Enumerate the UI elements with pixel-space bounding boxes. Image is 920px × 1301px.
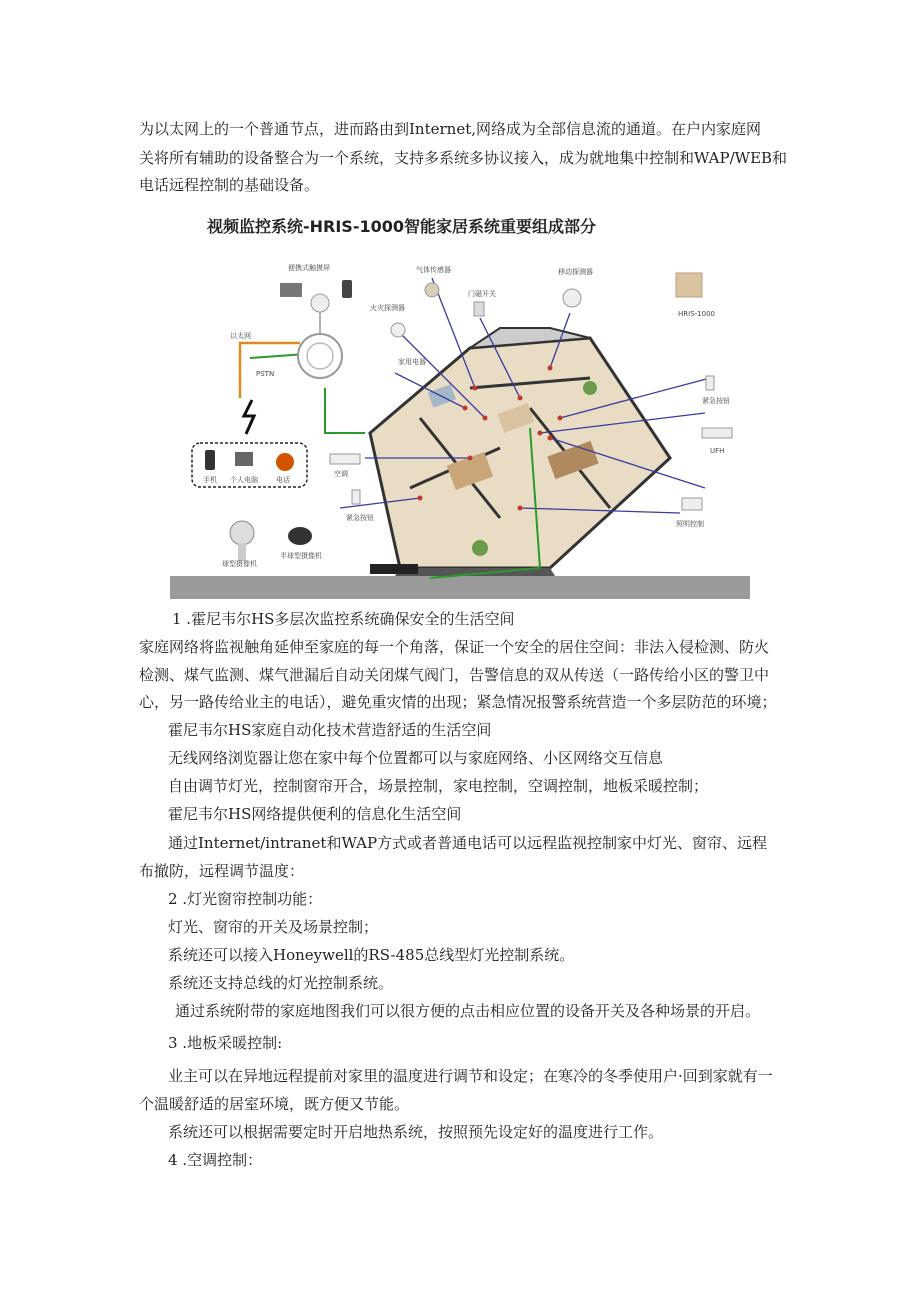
paragraph-line: 霍尼韦尔HS网络提供便利的信息化生活空间 xyxy=(168,805,462,823)
telephone-icon xyxy=(276,453,294,471)
emergency-button-2-icon xyxy=(352,490,360,504)
motion-detector-icon xyxy=(563,289,581,307)
heading-4: 4 .空调控制： xyxy=(168,1151,263,1169)
ufh-icon xyxy=(702,428,732,438)
label-emergency-2: 紧急按钮 xyxy=(346,514,374,522)
figure-title: 视频监控系统-HRIS-1000智能家居系统重要组成部分 xyxy=(207,217,597,236)
gas-detector-icon xyxy=(425,283,439,297)
label-gas: 气体传感器 xyxy=(416,266,451,274)
paragraph-line: 无线网络浏览器让您在家中每个位置都可以与家庭网络、小区网络交互信息 xyxy=(168,749,664,767)
label-door: 门磁开关 xyxy=(468,290,496,298)
heading-2: 2 .灯光窗帘控制功能： xyxy=(168,890,323,908)
label-smoke: 火灾探测器 xyxy=(370,304,405,312)
handset-icon xyxy=(342,280,352,298)
gateway-icon xyxy=(298,334,342,378)
intro-line-1: 为以太网上的一个普通节点，进而路由到Internet,网络成为全部信息流的通道。在户内家庭网 xyxy=(139,120,761,138)
paragraph-line: 个温暖舒适的居室环境，既方便又节能。 xyxy=(139,1095,410,1113)
recorder-icon xyxy=(370,564,418,574)
pc-icon xyxy=(235,452,253,466)
hris-device-icon xyxy=(676,273,702,297)
label-touchscreen: 便携式触摸屏 xyxy=(288,264,330,272)
paragraph-line: 家庭网络将监视触角延伸至家庭的每一个角落，保证一个安全的居住空间：非法入侵检测、防火 xyxy=(139,638,770,656)
paragraph-line: 心，另一路传给业主的电话），避免重灾情的出现；紧急情况报警系统营造一个多层防范的环境； xyxy=(139,693,777,711)
dome-camera-icon xyxy=(230,521,254,545)
router-icon xyxy=(311,294,329,312)
paragraph-line: 通过系统附带的家庭地图我们可以很方便的点击相应位置的设备开关及各种场景的开启。 xyxy=(175,1002,761,1020)
paragraph-line: 检测、煤气监测、煤气泄漏后自动关闭煤气阀门，告警信息的双从传送（一路传给小区的警卫中 xyxy=(139,666,770,684)
paragraph-line: 业主可以在异地远程提前对家里的温度进行调节和设定；在寒冷的冬季使用户·回到家就有一 xyxy=(168,1067,773,1085)
door-switch-icon xyxy=(474,302,484,316)
paragraph-line: 自由调节灯光，控制窗帘开合，场景控制，家电控制，空调控制，地板采暖控制； xyxy=(168,777,709,795)
smart-home-diagram xyxy=(170,258,750,599)
label-emergency-1: 紧急按钮 xyxy=(702,397,730,405)
phone-icon xyxy=(205,450,215,470)
paragraph-line: 系统还可以根据需要定时开启地热系统，按照预先设定好的温度进行工作。 xyxy=(168,1123,664,1141)
label-lighting: 照明控制 xyxy=(676,520,704,528)
paragraph-line: 系统还支持总线的灯光控制系统。 xyxy=(168,974,394,992)
ground-band xyxy=(170,576,750,599)
paragraph-line: 系统还可以接入Honeywell的RS-485总线型灯光控制系统。 xyxy=(168,946,575,964)
heading-1: 1 .霍尼韦尔HS多层次监控系统确保安全的生活空间 xyxy=(172,610,515,628)
paragraph-line: 灯光、窗帘的开关及场景控制； xyxy=(168,918,379,936)
label-phone: 手机 xyxy=(203,476,217,484)
heading-3: 3 .地板采暖控制: xyxy=(168,1034,283,1052)
half-dome-camera-icon xyxy=(288,527,312,545)
label-aircon: 空调 xyxy=(334,470,348,478)
label-motion: 移动探测器 xyxy=(558,268,593,276)
paragraph-line: 通过Internet/intranet和WAP方式或者普通电话可以远程监视控制家中灯光、窗帘、远程 xyxy=(168,834,768,852)
label-dome-camera: 球型摄像机 xyxy=(222,560,257,568)
paragraph-line: 霍尼韦尔HS家庭自动化技术营造舒适的生活空间 xyxy=(168,721,492,739)
label-pc: 个人电脑 xyxy=(230,476,258,484)
label-ufh: UFH xyxy=(710,447,725,455)
paragraph-line: 布撤防，远程调节温度： xyxy=(139,862,305,880)
label-pstn: PSTN xyxy=(256,370,275,378)
smoke-detector-icon xyxy=(391,323,405,337)
intro-line-2: 关将所有辅助的设备整合为一个系统，支持多系统多协议接入，成为就地集中控制和WAP/WEB和 xyxy=(139,149,788,167)
lighting-control-icon xyxy=(682,498,702,510)
label-half-dome-camera: 半球型摄像机 xyxy=(280,552,322,560)
touchscreen-icon xyxy=(280,283,302,297)
label-telephone: 电话 xyxy=(276,476,290,484)
label-appliance: 家用电器 xyxy=(398,358,426,366)
label-ethernet: 以太网 xyxy=(230,332,251,340)
label-hris: HRIS-1000 xyxy=(678,310,715,318)
emergency-button-icon xyxy=(706,376,714,390)
intro-line-3: 电话远程控制的基础设备。 xyxy=(139,176,320,194)
aircon-icon xyxy=(330,454,360,464)
